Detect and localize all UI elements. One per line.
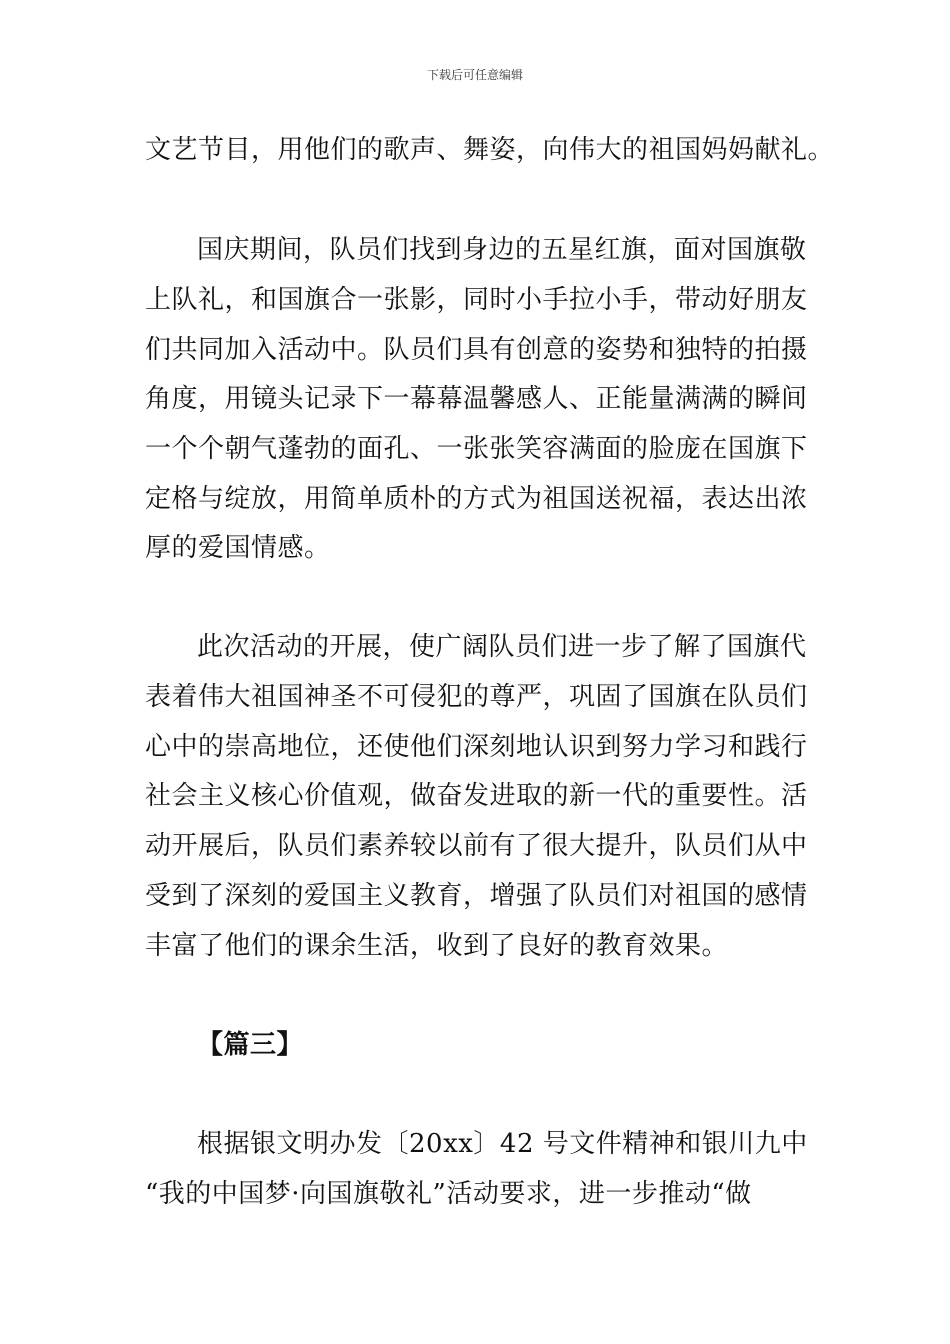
- paragraph-line: 厚的爱国情感。: [145, 533, 331, 563]
- paragraph-line: 心中的崇高地位，还使他们深刻地认识到努力学习和践行: [145, 732, 808, 762]
- paragraph-line: 表着伟大祖国神圣不可侵犯的尊严，巩固了国旗在队员们: [145, 682, 808, 712]
- paragraph-line: “我的中国梦·向国旗敬礼”活动要求，进一步推动“做: [145, 1179, 752, 1209]
- paragraph-line: 根据银文明办发〔20xx〕42 号文件精神和银川九中: [197, 1129, 808, 1159]
- paragraph-line: 角度，用镜头记录下一幕幕温馨感人、正能量满满的瞬间: [145, 384, 808, 414]
- section-heading: 【篇三】: [197, 1030, 304, 1060]
- paragraph-line: 社会主义核心价值观，做奋发进取的新一代的重要性。活: [145, 781, 808, 811]
- paragraph-line: 文艺节目，用他们的歌声、舞姿，向伟大的祖国妈妈献礼。: [145, 135, 835, 165]
- paragraph-line: 国庆期间，队员们找到身边的五星红旗，面对国旗敬: [197, 235, 807, 265]
- paragraph-line: 一个个朝气蓬勃的面孔、一张张笑容满面的脸庞在国旗下: [145, 434, 808, 464]
- paragraph-line: 定格与绽放，用简单质朴的方式为祖国送祝福，表达出浓: [145, 484, 808, 514]
- paragraph-line: 丰富了他们的课余生活，收到了良好的教育效果。: [145, 931, 729, 961]
- paragraph-line: 此次活动的开展，使广阔队员们进一步了解了国旗代: [197, 632, 807, 662]
- paragraph-line: 受到了深刻的爱国主义教育，增强了队员们对祖国的感情: [145, 881, 808, 911]
- paragraph-line: 上队礼，和国旗合一张影，同时小手拉小手，带动好朋友: [145, 285, 808, 315]
- paragraph-line: 们共同加入活动中。队员们具有创意的姿势和独特的拍摄: [145, 335, 808, 365]
- page-header-note: 下载后可任意编辑: [426, 68, 523, 82]
- paragraph-line: 动开展后，队员们素养较以前有了很大提升，队员们从中: [145, 831, 808, 861]
